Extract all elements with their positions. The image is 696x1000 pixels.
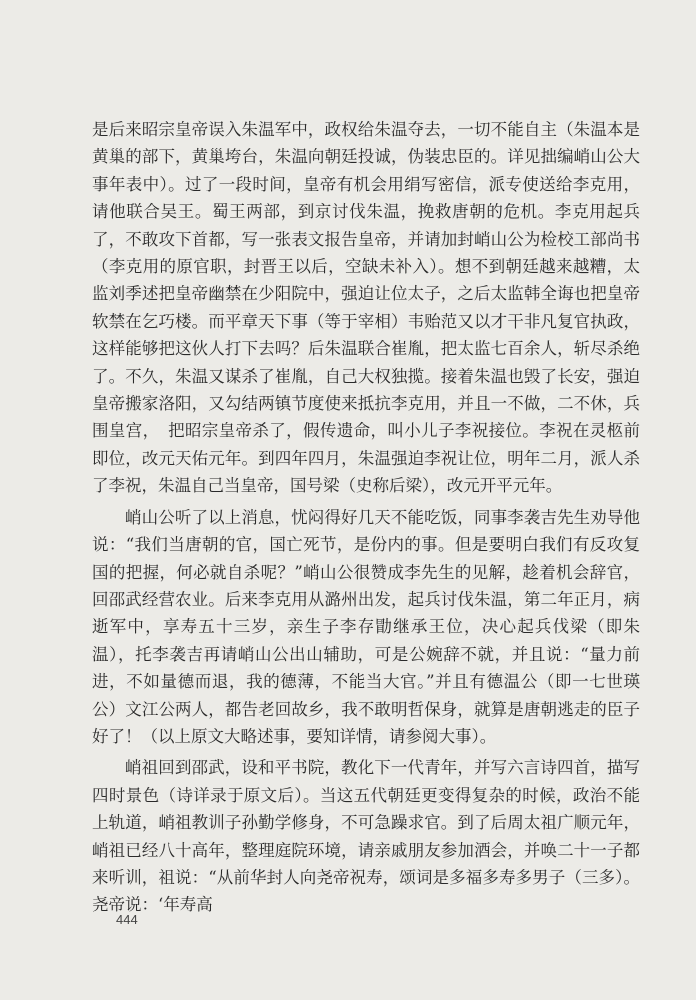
- paragraph-1: 是后来昭宗皇帝误入朱温军中，政权给朱温夺去，一切不能自主（朱温本是黄巢的部下，黄巢垮台，朱温向朝廷投诚，伪装忠臣的。详见拙编峭山公大事年表中）。过了一段时间，皇帝有机会用绢写密信，派专使送给李克用，请他联合吴王。蜀王两部，到京讨伐朱温，挽救唐朝的危机。李克用起兵了，不敢攻下首都，写一张表文报告皇帝，并请加封峭山公为检校工部尚书（李克用的原官职，封晋王以后，空缺未补入）。想不到朝廷越来越糟，太监刘季述把皇帝幽禁在少阳院中，强迫让位太子，之后太监韩全诲也把皇帝软禁在乞巧楼。而平章天下事（等于宰相）韦贻范又以才干非凡复官执政，这样能够把这伙人打下去吗？后朱温联合崔胤，把太监七百余人，斩尽杀绝了。不久，朱温又谋杀了崔胤，自己大权独揽。接着朱温也毁了长安，强迫皇帝搬家洛阳，又勾结两镇节度使来抵抗李克用，并且一不做，二不休，兵围皇宫， 把昭宗皇帝杀了，假传遗命，叫小儿子李祝接位。李祝在灵柩前即位，改元天佑元年。到四年四月，朱温强迫李祝让位，明年二月，派人杀了李祝，朱温自己当皇帝，国号梁（史称后梁），改元开平元年。: [92, 120, 640, 496]
- page-number: 444: [116, 912, 138, 927]
- paragraph-3: 峭祖回到邵武，设和平书院，教化下一代青年，并写六言诗四首，描写四时景色（诗详录于原文后）。当这五代朝廷更变得复杂的时候，政治不能上轨道，峭祖教训子孙勤学修身，不可急躁求官。到了后周太祖广顺元年，峭祖已经八十高年，整理庭院环境，请亲戚朋友参加酒会，并唤二十一子都来听训，祖说：“从前华封人向尧帝祝寿，颂词是多福多寿多男子（三多）。尧帝说：‘年寿高: [92, 758, 640, 915]
- paragraph-2: 峭山公听了以上消息，忧闷得好几天不能吃饭，同事李袭吉先生劝导他说：“我们当唐朝的官，国亡死节，是份内的事。但是要明白我们有反攻复国的把握，何必就自杀呢？”峭山公很赞成李先生的见解，趁着机会辞官，回邵武经营农业。后来李克用从潞州出发，起兵讨伐朱温，第二年正月，病逝军中，享寿五十三岁，亲生子李存勖继承王位，决心起兵伐梁（即朱温），托李袭吉再请峭山公出山辅助，可是公婉辞不就，并且说：“量力前进，不如量德而退，我的德薄，不能当大官。”并且有德温公（即一七世瑛公）文江公两人，都告老回故乡，我不敢明哲保身，就算是唐朝逃走的臣子好了！（以上原文大略述事，要知详情，请参阅大事）。: [92, 507, 640, 746]
